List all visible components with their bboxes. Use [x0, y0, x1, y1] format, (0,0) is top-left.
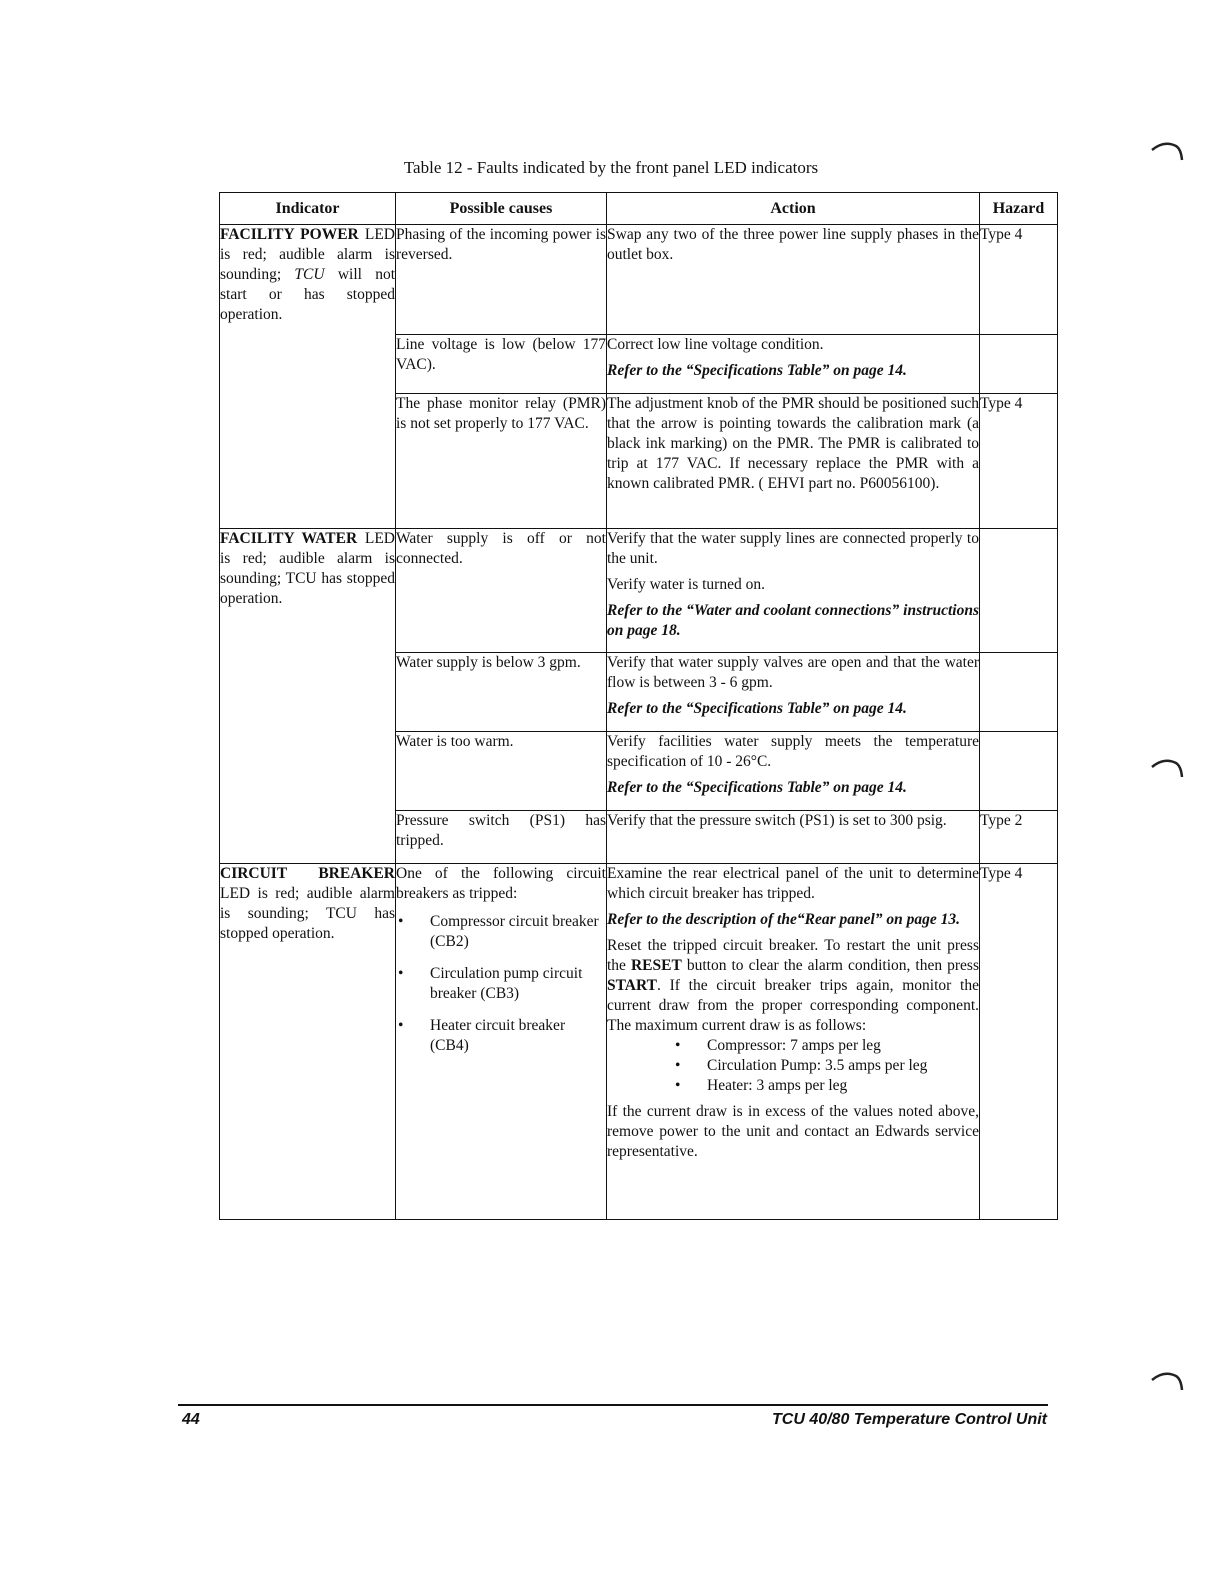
header-hazard: Hazard	[980, 193, 1058, 225]
hazard-cell	[980, 335, 1058, 394]
page-number: 44	[182, 1411, 200, 1428]
indicator-facility-water: FACILITY WATER LED is red; audible alarm is sounding; TCU has stopped operation.	[220, 529, 396, 864]
hazard-cell	[980, 732, 1058, 811]
cause-cell: Pressure switch (PS1) has tripped.	[396, 811, 607, 864]
cause-cell: One of the following circuit breakers as tripped: • Compressor circuit breaker (CB2) • Circulation pump circuit breaker (CB3) • Heater circuit breaker (CB4)	[396, 864, 607, 1220]
binding-mark-icon	[1150, 140, 1184, 162]
binding-mark-icon	[1150, 757, 1184, 779]
table-caption: Table 12 - Faults indicated by the front panel LED indicators	[403, 158, 819, 177]
breaker-list	[396, 912, 606, 1056]
hazard-cell: Type 4	[980, 394, 1058, 529]
list-item: • Heater circuit breaker (CB4)	[396, 1016, 606, 1056]
action-cell: Correct low line voltage condition. Refer to the “Specifications Table” on page 14.	[607, 335, 980, 394]
indicator-circuit-breaker: CIRCUIT BREAKER LED is red; audible alarm is sounding; TCU has stopped operation.	[220, 864, 396, 1220]
action-cell: Verify that the water supply lines are connected properly to the unit. Verify water is turned on. Refer to the “Water and coolant connections” instructions on page 18.	[607, 529, 980, 653]
action-cell: Swap any two of the three power line supply phases in the outlet box.	[607, 225, 980, 335]
action-cell: Examine the rear electrical panel of the unit to determine which circuit breaker has tripped. Refer to the description of the“Rear panel” on page 13. Reset the tripped circuit breaker. To restart the unit press the RESET button to clear the alarm condition, then press START. If the circuit breaker trips again, monitor the current draw from the proper corresponding component. The maximum current draw is as follows: • Compressor: 7 amps per leg • Circulation Pump: 3.5 amps per leg • Heater: 3 amps per leg If the current draw is in excess of the values noted above, remove power to the unit and contact an Edwards service representative.	[607, 864, 980, 1220]
hazard-cell	[980, 529, 1058, 653]
cause-cell: The phase monitor relay (PMR) is not set properly to 177 VAC.	[396, 394, 607, 529]
list-item: • Circulation Pump: 3.5 amps per leg	[675, 1056, 979, 1076]
cause-cell: Water supply is off or not connected.	[396, 529, 607, 653]
hazard-cell: Type 4	[980, 225, 1058, 335]
cause-cell: Phasing of the incoming power is reversed.	[396, 225, 607, 335]
table-row	[220, 529, 1058, 653]
table-row	[220, 864, 1058, 1220]
header-indicator: Indicator	[220, 193, 396, 225]
cause-cell: Water is too warm.	[396, 732, 607, 811]
hazard-cell	[980, 653, 1058, 732]
list-item: • Heater: 3 amps per leg	[675, 1076, 979, 1096]
faults-table	[219, 192, 1058, 1220]
action-cell: The adjustment knob of the PMR should be positioned such that the arrow is pointing towards the calibration mark (a black ink marking) on the PMR. The PMR is calibrated to trip at 177 VAC. If necessary replace the PMR with a known calibrated PMR. ( EHVI part no. P60056100).	[607, 394, 980, 529]
amps-list	[607, 1036, 979, 1096]
header-action: Action	[607, 193, 980, 225]
hazard-cell: Type 2	[980, 811, 1058, 864]
footer-title: TCU 40/80 Temperature Control Unit	[771, 1411, 1047, 1428]
action-cell: Verify that the pressure switch (PS1) is set to 300 psig.	[607, 811, 980, 864]
action-cell: Verify that water supply valves are open and that the water flow is between 3 - 6 gpm. Refer to the “Specifications Table” on page 14.	[607, 653, 980, 732]
list-item: • Circulation pump circuit breaker (CB3)	[396, 964, 606, 1004]
list-item: • Compressor circuit breaker (CB2)	[396, 912, 606, 952]
header-causes: Possible causes	[396, 193, 607, 225]
hazard-cell: Type 4	[980, 864, 1058, 1220]
action-cell: Verify facilities water supply meets the temperature specification of 10 - 26°C. Refer to the “Specifications Table” on page 14.	[607, 732, 980, 811]
indicator-facility-power: FACILITY POWER LED is red; audible alarm is sounding; TCU will not start or has stopped operation.	[220, 225, 396, 529]
table-row	[220, 225, 1058, 335]
footer-rule	[178, 1404, 1048, 1406]
cause-cell: Line voltage is low (below 177 VAC).	[396, 335, 607, 394]
list-item: • Compressor: 7 amps per leg	[675, 1036, 979, 1056]
cause-cell: Water supply is below 3 gpm.	[396, 653, 607, 732]
header-row	[220, 193, 1058, 225]
binding-mark-icon	[1150, 1370, 1184, 1392]
